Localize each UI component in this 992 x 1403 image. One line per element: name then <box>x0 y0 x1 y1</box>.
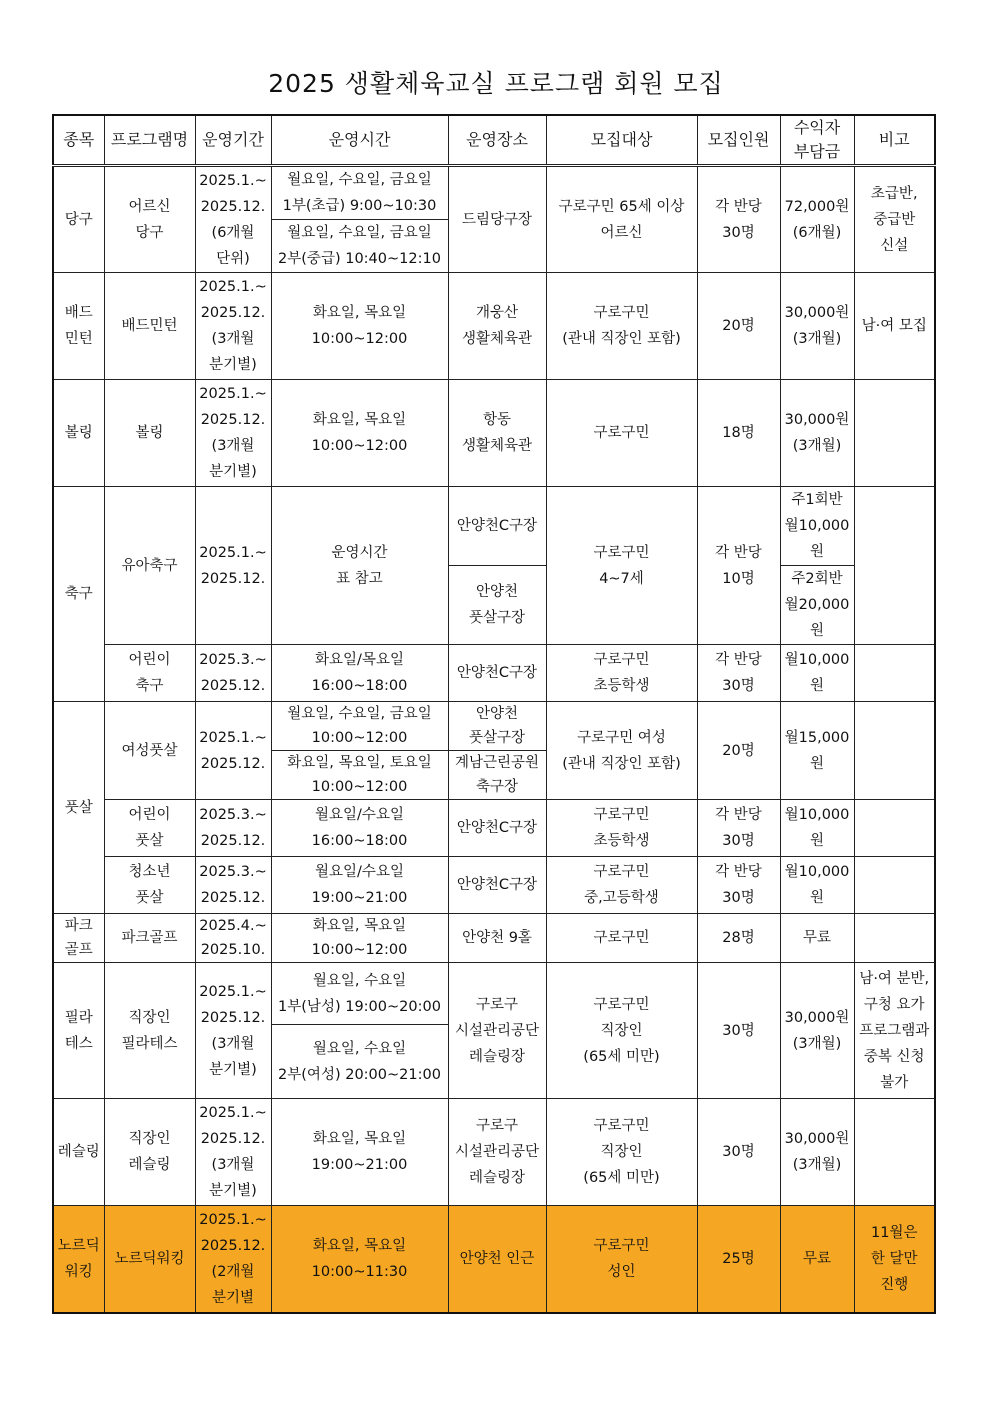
header-cell: 모집대상 <box>546 115 697 166</box>
program-cell: 어린이 풋살 <box>104 800 195 857</box>
note-cell <box>854 380 935 487</box>
sport-cell: 배드 민턴 <box>53 273 104 380</box>
sport-cell: 레슬링 <box>53 1099 104 1206</box>
place-cell: 안양천 풋살구장 <box>448 702 546 751</box>
time-cell: 월요일/수요일 16:00~18:00 <box>271 800 448 857</box>
table-row <box>53 800 935 857</box>
table-row <box>53 857 935 914</box>
target-cell: 구로구민 초등학생 <box>546 800 697 857</box>
program-cell: 청소년 풋살 <box>104 857 195 914</box>
place-cell: 항동 생활체육관 <box>448 380 546 487</box>
time-cell: 월요일/수요일 19:00~21:00 <box>271 857 448 914</box>
count-cell: 20명 <box>697 702 780 800</box>
count-cell: 각 반당 10명 <box>697 487 780 645</box>
fee-cell: 72,000원 (6개월) <box>780 166 854 273</box>
program-cell: 유아축구 <box>104 487 195 645</box>
count-cell: 각 반당 30명 <box>697 857 780 914</box>
sport-cell: 축구 <box>53 487 104 702</box>
count-cell: 25명 <box>697 1206 780 1313</box>
fee-cell: 30,000원 (3개월) <box>780 273 854 380</box>
program-cell: 여성풋살 <box>104 702 195 800</box>
period-cell: 2025.3.~ 2025.12. <box>195 645 271 702</box>
program-cell: 직장인 필라테스 <box>104 963 195 1099</box>
header-row <box>53 115 935 166</box>
fee-cell: 무료 <box>780 914 854 963</box>
header-cell: 운영시간 <box>271 115 448 166</box>
target-cell: 구로구민 성인 <box>546 1206 697 1313</box>
time-cell: 운영시간 표 참고 <box>271 487 448 645</box>
time-cell: 월요일, 수요일, 금요일 1부(초급) 9:00~10:30 <box>271 166 448 220</box>
target-cell: 구로구민 4~7세 <box>546 487 697 645</box>
program-cell: 볼링 <box>104 380 195 487</box>
count-cell: 30명 <box>697 963 780 1099</box>
place-cell: 안양천C구장 <box>448 487 546 566</box>
count-cell: 28명 <box>697 914 780 963</box>
time-cell: 화요일, 목요일, 토요일 10:00~12:00 <box>271 751 448 800</box>
period-cell: 2025.1.~ 2025.12. (6개월 단위) <box>195 166 271 273</box>
program-cell: 노르딕워킹 <box>104 1206 195 1313</box>
program-cell: 직장인 레슬링 <box>104 1099 195 1206</box>
target-cell: 구로구민 직장인 (65세 미만) <box>546 963 697 1099</box>
program-cell: 어르신 당구 <box>104 166 195 273</box>
place-cell: 안양천C구장 <box>448 800 546 857</box>
program-cell: 어린이 축구 <box>104 645 195 702</box>
table-row <box>53 487 935 566</box>
time-cell: 화요일, 목요일 19:00~21:00 <box>271 1099 448 1206</box>
program-table <box>52 114 936 1314</box>
header-cell: 비고 <box>854 115 935 166</box>
note-cell: 11월은 한 달만 진행 <box>854 1206 935 1313</box>
fee-cell: 30,000원 (3개월) <box>780 1099 854 1206</box>
header-cell: 운영기간 <box>195 115 271 166</box>
time-cell: 월요일, 수요일 1부(남성) 19:00~20:00 <box>271 963 448 1025</box>
sport-cell: 볼링 <box>53 380 104 487</box>
fee-cell: 주1회반 월10,000 원 <box>780 487 854 566</box>
program-cell: 파크골프 <box>104 914 195 963</box>
place-cell: 구로구 시설관리공단 레슬링장 <box>448 963 546 1099</box>
table-row <box>53 166 935 220</box>
fee-cell: 무료 <box>780 1206 854 1313</box>
place-cell: 계남근린공원 축구장 <box>448 751 546 800</box>
period-cell: 2025.3.~ 2025.12. <box>195 857 271 914</box>
note-cell <box>854 702 935 800</box>
period-cell: 2025.1.~ 2025.12. (3개월 분기별) <box>195 1099 271 1206</box>
time-cell: 월요일, 수요일 2부(여성) 20:00~21:00 <box>271 1025 448 1099</box>
target-cell: 구로구민 중,고등학생 <box>546 857 697 914</box>
table-row <box>53 645 935 702</box>
target-cell: 구로구민 <box>546 914 697 963</box>
time-cell: 화요일, 목요일 10:00~12:00 <box>271 273 448 380</box>
page-title: 2025 생활체육교실 프로그램 회원 모집 <box>268 69 724 98</box>
time-cell: 월요일, 수요일, 금요일 2부(중급) 10:40~12:10 <box>271 220 448 273</box>
place-cell: 안양천 인근 <box>448 1206 546 1313</box>
fee-cell: 월10,000 원 <box>780 857 854 914</box>
note-cell <box>854 857 935 914</box>
time-cell: 화요일, 목요일 10:00~12:00 <box>271 380 448 487</box>
fee-cell: 월10,000 원 <box>780 645 854 702</box>
period-cell: 2025.1.~ 2025.12. (3개월 분기별) <box>195 380 271 487</box>
count-cell: 30명 <box>697 1099 780 1206</box>
target-cell: 구로구민 직장인 (65세 미만) <box>546 1099 697 1206</box>
fee-cell: 월10,000 원 <box>780 800 854 857</box>
count-cell: 20명 <box>697 273 780 380</box>
place-cell: 안양천C구장 <box>448 857 546 914</box>
period-cell: 2025.1.~ 2025.12. <box>195 702 271 800</box>
target-cell: 구로구민 (관내 직장인 포함) <box>546 273 697 380</box>
fee-cell: 주2회반 월20,000 원 <box>780 566 854 645</box>
time-cell: 화요일/목요일 16:00~18:00 <box>271 645 448 702</box>
time-cell: 월요일, 수요일, 금요일 10:00~12:00 <box>271 702 448 751</box>
sport-cell: 필라 테스 <box>53 963 104 1099</box>
count-cell: 각 반당 30명 <box>697 166 780 273</box>
count-cell: 각 반당 30명 <box>697 645 780 702</box>
place-cell: 안양천 풋살구장 <box>448 566 546 645</box>
table-row <box>53 1099 935 1206</box>
note-cell: 남·여 분반, 구청 요가 프로그램과 중복 신청 불가 <box>854 963 935 1099</box>
place-cell: 개웅산 생활체육관 <box>448 273 546 380</box>
header-cell: 수익자 부담금 <box>780 115 854 166</box>
period-cell: 2025.1.~ 2025.12. (2개월 분기별 <box>195 1206 271 1313</box>
sport-cell: 당구 <box>53 166 104 273</box>
note-cell <box>854 487 935 645</box>
fee-cell: 월15,000 원 <box>780 702 854 800</box>
header-cell: 종목 <box>53 115 104 166</box>
table-row <box>53 273 935 380</box>
period-cell: 2025.4.~ 2025.10. <box>195 914 271 963</box>
place-cell: 구로구 시설관리공단 레슬링장 <box>448 1099 546 1206</box>
table-row <box>53 963 935 1025</box>
note-cell <box>854 645 935 702</box>
table-row-highlighted <box>53 1206 935 1313</box>
target-cell: 구로구민 <box>546 380 697 487</box>
period-cell: 2025.1.~ 2025.12. <box>195 487 271 645</box>
time-cell: 화요일, 목요일 10:00~12:00 <box>271 914 448 963</box>
fee-cell: 30,000원 (3개월) <box>780 380 854 487</box>
note-cell <box>854 914 935 963</box>
count-cell: 18명 <box>697 380 780 487</box>
period-cell: 2025.3.~ 2025.12. <box>195 800 271 857</box>
count-cell: 각 반당 30명 <box>697 800 780 857</box>
table-row <box>53 380 935 487</box>
note-cell: 초급반, 중급반 신설 <box>854 166 935 273</box>
header-cell: 운영장소 <box>448 115 546 166</box>
note-cell <box>854 1099 935 1206</box>
program-cell: 배드민턴 <box>104 273 195 380</box>
fee-cell: 30,000원 (3개월) <box>780 963 854 1099</box>
sport-cell: 파크 골프 <box>53 914 104 963</box>
time-cell: 화요일, 목요일 10:00~11:30 <box>271 1206 448 1313</box>
place-cell: 안양천C구장 <box>448 645 546 702</box>
target-cell: 구로구민 65세 이상 어르신 <box>546 166 697 273</box>
period-cell: 2025.1.~ 2025.12. (3개월 분기별) <box>195 963 271 1099</box>
header-cell: 모집인원 <box>697 115 780 166</box>
header-cell: 프로그램명 <box>104 115 195 166</box>
place-cell: 안양천 9홀 <box>448 914 546 963</box>
table-row <box>53 914 935 963</box>
note-cell: 남·여 모집 <box>854 273 935 380</box>
place-cell: 드림당구장 <box>448 166 546 273</box>
table-row <box>53 702 935 751</box>
period-cell: 2025.1.~ 2025.12. (3개월 분기별) <box>195 273 271 380</box>
target-cell: 구로구민 여성 (관내 직장인 포함) <box>546 702 697 800</box>
target-cell: 구로구민 초등학생 <box>546 645 697 702</box>
sport-cell: 풋살 <box>53 702 104 914</box>
note-cell <box>854 800 935 857</box>
sport-cell: 노르딕 워킹 <box>53 1206 104 1313</box>
